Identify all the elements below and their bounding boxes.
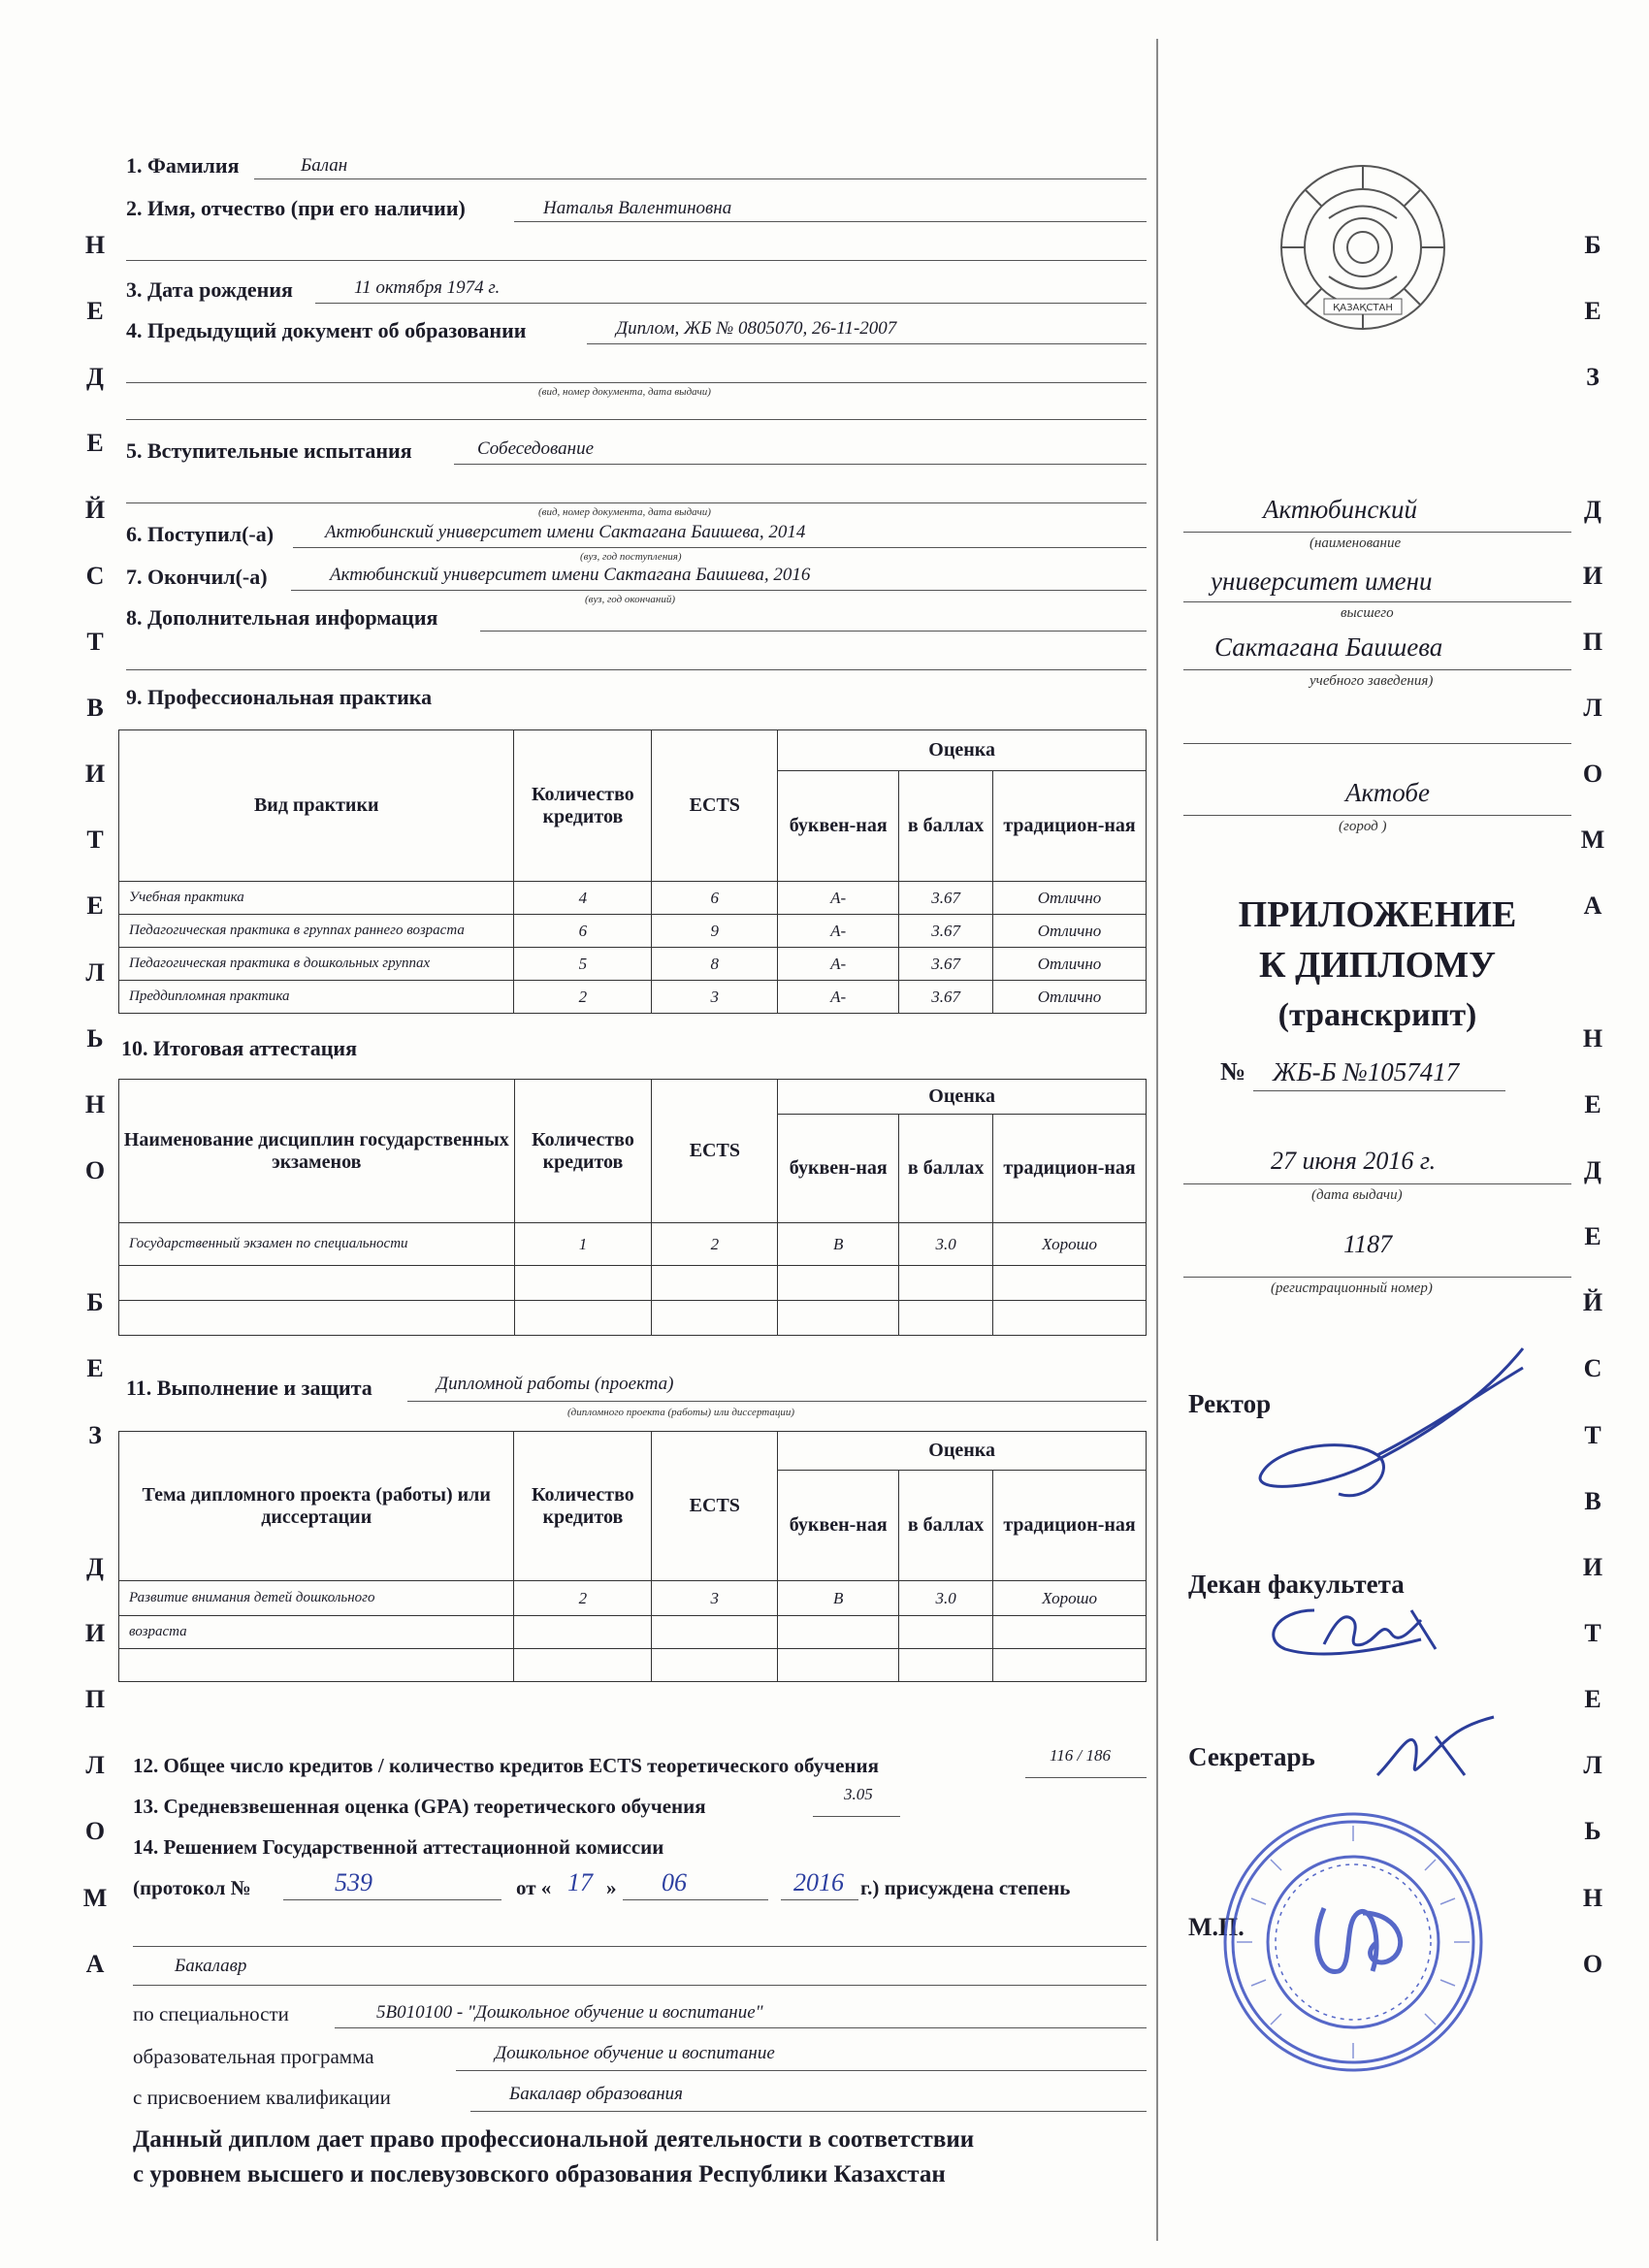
thesis-caption: (дипломного проекта (работы) или диссертации) xyxy=(567,1407,795,1418)
practice-label: 9. Профессиональная практика xyxy=(126,685,433,709)
vertical-letter-right: Е xyxy=(1584,1685,1601,1714)
practice-points: 3.67 xyxy=(899,948,993,981)
thesis-table xyxy=(118,1431,1147,1682)
rector-signature-icon xyxy=(1232,1339,1562,1523)
vertical-letter-right: Т xyxy=(1584,1618,1601,1647)
vertical-letter-right: Ь xyxy=(1584,1817,1601,1846)
vertical-letter-left: Т xyxy=(86,627,104,656)
gpa-label: 13. Средневзвешенная оценка (GPA) теоретического обучения xyxy=(133,1795,706,1818)
thesis-letter xyxy=(778,1616,899,1649)
attestation-label: 10. Итоговая аттестация xyxy=(121,1036,357,1060)
practice-credits: 4 xyxy=(514,882,652,915)
vertical-letter-right: М xyxy=(1580,826,1605,855)
vertical-letter-right: Д xyxy=(1584,495,1601,524)
entrance-label: 5. Вступительные испытания xyxy=(126,438,412,463)
commission-label: 14. Решением Государственной аттестационной комиссии xyxy=(133,1835,664,1859)
entrance-value: Собеседование xyxy=(477,438,595,459)
issue-date: 27 июня 2016 г. xyxy=(1271,1147,1437,1175)
practice-points: 3.67 xyxy=(899,882,993,915)
thesis-ects xyxy=(652,1616,778,1649)
vertical-letter-left: П xyxy=(84,1685,106,1714)
vertical-watermark-left xyxy=(76,233,114,2018)
attestation-points: 3.0 xyxy=(899,1223,993,1266)
qualification-value: Бакалавр образования xyxy=(509,2084,683,2104)
vertical-letter-left: И xyxy=(84,760,106,789)
univ-line-2: университет имени xyxy=(1211,567,1433,596)
practice-ects: 8 xyxy=(652,948,778,981)
vertical-letter-right: О xyxy=(1582,760,1603,789)
attestation-header-grade: Оценка xyxy=(778,1080,1147,1115)
vertical-letter-right xyxy=(1573,960,1612,1026)
thesis-label: 11. Выполнение и защита xyxy=(126,1376,372,1400)
practice-header-ects: ECTS xyxy=(652,730,778,882)
secretary-label: Секретарь xyxy=(1188,1742,1315,1771)
practice-trad: Отлично xyxy=(993,882,1147,915)
vertical-letter-right: Л xyxy=(1583,693,1602,722)
practice-trad: Отлично xyxy=(993,948,1147,981)
city-caption: (город ) xyxy=(1339,819,1387,834)
practice-name: Педагогическая практика в группах раннего возраста xyxy=(119,915,514,948)
surname-value: Балан xyxy=(301,155,348,176)
issue-date-caption: (дата выдачи) xyxy=(1311,1187,1403,1203)
vertical-letter-right: В xyxy=(1584,1486,1601,1515)
vertical-letter-right: О xyxy=(1582,1949,1603,1978)
total-credits-value: 116 / 186 xyxy=(1050,1746,1111,1765)
doc-title-3: (транскрипт) xyxy=(1277,997,1477,1033)
dean-signature-icon xyxy=(1256,1591,1489,1669)
program-label: образовательная программа xyxy=(133,2045,374,2068)
emblem-caption: ҚАЗАҚСТАН xyxy=(1333,303,1393,313)
attestation-header-letter: буквен-ная xyxy=(778,1115,899,1223)
table-row xyxy=(119,1266,1147,1301)
vertical-letter-right: Л xyxy=(1583,1751,1602,1780)
protocol-year: 2016 xyxy=(793,1868,844,1896)
enrolled-caption: (вуз, год поступления) xyxy=(580,551,682,563)
thesis-header-name: Тема дипломного проекта (работы) или диссертации xyxy=(119,1432,514,1581)
protocol-label: (протокол № xyxy=(133,1876,251,1899)
attestation-header-ects: ECTS xyxy=(652,1080,778,1223)
birthdate-value: 11 октября 1974 г. xyxy=(354,277,501,298)
vertical-letter-right: А xyxy=(1583,891,1602,921)
table-row xyxy=(119,1649,1147,1682)
attestation-trad: Хорошо xyxy=(993,1223,1147,1266)
seal-monogram: УАБ xyxy=(1342,1937,1365,1951)
thesis-trad xyxy=(993,1616,1147,1649)
name-label: 2. Имя, отчество (при его наличии) xyxy=(126,196,466,220)
university-seal-icon xyxy=(1217,1806,1489,2078)
vertical-letter-right: Т xyxy=(1584,1420,1601,1449)
practice-trad: Отлично xyxy=(993,915,1147,948)
enrolled-label: 6. Поступил(-а) xyxy=(126,522,275,546)
graduated-label: 7. Окончил(-а) xyxy=(126,565,268,589)
vertical-letter-left: Д xyxy=(86,363,104,392)
vertical-letter-left: Е xyxy=(86,429,104,458)
table-row xyxy=(119,948,1147,981)
univ-line-3: Сактагана Баишева xyxy=(1214,632,1443,662)
total-credits-label: 12. Общее число кредитов / количество кредитов ECTS теоретического обучения xyxy=(133,1754,879,1777)
practice-ects: 3 xyxy=(652,981,778,1014)
vertical-letter-left: Н xyxy=(84,1089,106,1118)
qualification-label: с присвоением квалификации xyxy=(133,2086,391,2109)
protocol-number: 539 xyxy=(335,1868,372,1896)
doc-title-2: К ДИПЛОМУ xyxy=(1259,945,1496,986)
attestation-header-points: в баллах xyxy=(899,1115,993,1223)
vertical-letter-right: Й xyxy=(1582,1288,1603,1317)
univ-caption-2: высшего xyxy=(1341,605,1394,621)
univ-line-1: Актюбинский xyxy=(1263,495,1418,524)
vertical-letter-right: Д xyxy=(1584,1155,1601,1184)
attestation-header-name: Наименование дисциплин государственных экзаменов xyxy=(119,1080,515,1223)
vertical-letter-right: Е xyxy=(1584,1089,1601,1118)
degree-awarded-label: г.) присуждена степень xyxy=(860,1876,1071,1899)
vertical-letter-right: И xyxy=(1582,1552,1603,1581)
specialty-label: по специальности xyxy=(133,2002,289,2025)
attestation-letter: B xyxy=(778,1223,899,1266)
practice-trad: Отлично xyxy=(993,981,1147,1014)
vertical-letter-left: Е xyxy=(86,297,104,326)
practice-header-points: в баллах xyxy=(899,771,993,882)
vertical-letter-left: Д xyxy=(86,1552,104,1581)
vertical-letter-left: Е xyxy=(86,1354,104,1383)
table-row xyxy=(119,1301,1147,1336)
practice-ects: 6 xyxy=(652,882,778,915)
graduated-caption: (вуз, год окончаний) xyxy=(585,594,675,605)
thesis-header-credits: Количество кредитов xyxy=(514,1432,652,1581)
vertical-letter-left: В xyxy=(86,693,104,722)
thesis-credits xyxy=(514,1616,652,1649)
vertical-letter-left: Н xyxy=(84,231,106,259)
table-row xyxy=(119,915,1147,948)
protocol-month: 06 xyxy=(662,1868,687,1896)
practice-table xyxy=(118,729,1147,1014)
from-label: от « xyxy=(516,1876,552,1899)
practice-name: Учебная практика xyxy=(119,882,514,915)
vertical-letter-left: Л xyxy=(85,957,105,987)
vertical-letter-left: Т xyxy=(86,826,104,855)
thesis-name: возраста xyxy=(119,1616,514,1649)
thesis-trad: Хорошо xyxy=(993,1581,1147,1616)
surname-label: 1. Фамилия xyxy=(126,153,240,178)
doc-number: ЖБ-Б №1057417 xyxy=(1273,1057,1460,1086)
thesis-credits: 2 xyxy=(514,1581,652,1616)
vertical-letter-left: Б xyxy=(86,1288,104,1317)
thesis-header-ects: ECTS xyxy=(652,1432,778,1581)
vertical-letter-left xyxy=(76,1489,114,1555)
practice-header-letter: буквен-ная xyxy=(778,771,899,882)
table-row xyxy=(119,1581,1147,1616)
vertical-letter-right: И xyxy=(1582,561,1603,590)
practice-header-traditional: традицион-ная xyxy=(993,771,1147,882)
practice-credits: 2 xyxy=(514,981,652,1014)
dean-label: Декан факультета xyxy=(1188,1570,1405,1599)
thesis-points: 3.0 xyxy=(899,1581,993,1616)
secretary-signature-icon xyxy=(1358,1707,1513,1795)
vertical-letter-right: Н xyxy=(1582,1883,1603,1912)
univ-caption-1: (наименование xyxy=(1310,535,1402,551)
vertical-letter-left: З xyxy=(88,1420,102,1449)
practice-points: 3.67 xyxy=(899,981,993,1014)
vertical-letter-left: А xyxy=(85,1949,105,1978)
vertical-letter-left: Л xyxy=(85,1751,105,1780)
seal-place-label: М.П. xyxy=(1188,1913,1245,1941)
program-value: Дошкольное обучение и воспитание xyxy=(495,2043,775,2063)
practice-name: Педагогическая практика в дошкольных группах xyxy=(119,948,514,981)
prev-doc-caption: (вид, номер документа, дата выдачи) xyxy=(538,386,711,398)
practice-name: Преддипломная практика xyxy=(119,981,514,1014)
page-fold-line xyxy=(1156,39,1158,2241)
practice-credits: 6 xyxy=(514,915,652,948)
degree-value: Бакалавр xyxy=(175,1956,247,1976)
vertical-letter-left: И xyxy=(84,1618,106,1647)
protocol-day: 17 xyxy=(567,1868,593,1896)
practice-points: 3.67 xyxy=(899,915,993,948)
vertical-letter-left xyxy=(76,1224,114,1290)
thesis-header-grade: Оценка xyxy=(778,1432,1147,1471)
attestation-name: Государственный экзамен по специальности xyxy=(119,1223,515,1266)
vertical-letter-right: Е xyxy=(1584,1222,1601,1251)
number-prefix: № xyxy=(1220,1057,1246,1085)
prev-doc-label: 4. Предыдущий документ об образовании xyxy=(126,318,527,342)
thesis-header-traditional: традицион-ная xyxy=(993,1471,1147,1581)
practice-header-grade: Оценка xyxy=(778,730,1147,771)
city-value: Актобе xyxy=(1345,778,1430,807)
practice-credits: 5 xyxy=(514,948,652,981)
table-row xyxy=(119,882,1147,915)
registration-caption: (регистрационный номер) xyxy=(1271,1280,1433,1296)
practice-letter: A- xyxy=(778,981,899,1014)
additional-info-label: 8. Дополнительная информация xyxy=(126,605,438,630)
vertical-letter-right: П xyxy=(1582,627,1603,656)
table-row xyxy=(119,981,1147,1014)
thesis-letter: B xyxy=(778,1581,899,1616)
thesis-ects: 3 xyxy=(652,1581,778,1616)
practice-letter: A- xyxy=(778,882,899,915)
month-separator: » xyxy=(606,1876,617,1899)
attestation-ects: 2 xyxy=(652,1223,778,1266)
vertical-letter-left: С xyxy=(85,561,105,590)
vertical-letter-left: Е xyxy=(86,891,104,921)
state-emblem-icon xyxy=(1271,155,1455,340)
practice-letter: A- xyxy=(778,915,899,948)
vertical-letter-right: Н xyxy=(1582,1023,1603,1053)
vertical-letter-left: Й xyxy=(84,495,106,524)
practice-ects: 9 xyxy=(652,915,778,948)
rector-label: Ректор xyxy=(1188,1389,1272,1418)
footer-line-2: с уровнем высшего и послевузовского образования Республики Казахстан xyxy=(133,2161,946,2187)
name-value: Наталья Валентиновна xyxy=(543,198,732,218)
attestation-credits: 1 xyxy=(514,1223,652,1266)
vertical-letter-right: З xyxy=(1586,363,1600,392)
vertical-letter-right xyxy=(1573,431,1612,497)
vertical-letter-right: С xyxy=(1583,1354,1602,1383)
table-row xyxy=(119,1616,1147,1649)
vertical-watermark-right xyxy=(1573,233,1612,2018)
entrance-caption: (вид, номер документа, дата выдачи) xyxy=(538,506,711,518)
vertical-letter-left: О xyxy=(84,1817,106,1846)
prev-doc-value: Диплом, ЖБ № 0805070, 26-11-2007 xyxy=(616,318,897,339)
thesis-name: Развитие внимания детей дошкольного xyxy=(119,1581,514,1616)
footer-line-1: Данный диплом дает право профессиональной деятельности в соответствии xyxy=(133,2126,975,2153)
doc-title-1: ПРИЛОЖЕНИЕ xyxy=(1238,894,1517,935)
table-row xyxy=(119,1223,1147,1266)
registration-number: 1187 xyxy=(1343,1230,1393,1258)
specialty-value: 5В010100 - "Дошкольное обучение и воспитание" xyxy=(376,2002,763,2023)
thesis-header-points: в баллах xyxy=(899,1471,993,1581)
practice-header-credits: Количество кредитов xyxy=(514,730,652,882)
enrolled-value: Актюбинский университет имени Сактагана Баишева, 2014 xyxy=(325,522,806,542)
practice-header-type: Вид практики xyxy=(119,730,514,882)
univ-caption-3: учебного заведения) xyxy=(1310,673,1434,689)
vertical-letter-left: М xyxy=(82,1883,108,1912)
attestation-header-traditional: традицион-ная xyxy=(993,1115,1147,1223)
vertical-letter-right: Е xyxy=(1584,297,1601,326)
attestation-header-credits: Количество кредитов xyxy=(514,1080,652,1223)
practice-letter: A- xyxy=(778,948,899,981)
thesis-header-letter: буквен-ная xyxy=(778,1471,899,1581)
thesis-value: Дипломной работы (проекта) xyxy=(436,1374,674,1394)
vertical-letter-right: Б xyxy=(1584,231,1601,259)
graduated-value: Актюбинский университет имени Сактагана Баишева, 2016 xyxy=(330,565,811,585)
attestation-table xyxy=(118,1079,1147,1336)
thesis-points xyxy=(899,1616,993,1649)
birthdate-label: 3. Дата рождения xyxy=(126,277,293,302)
vertical-letter-left: Ь xyxy=(86,1023,104,1053)
gpa-value: 3.05 xyxy=(844,1785,873,1803)
vertical-letter-left: О xyxy=(84,1155,106,1184)
